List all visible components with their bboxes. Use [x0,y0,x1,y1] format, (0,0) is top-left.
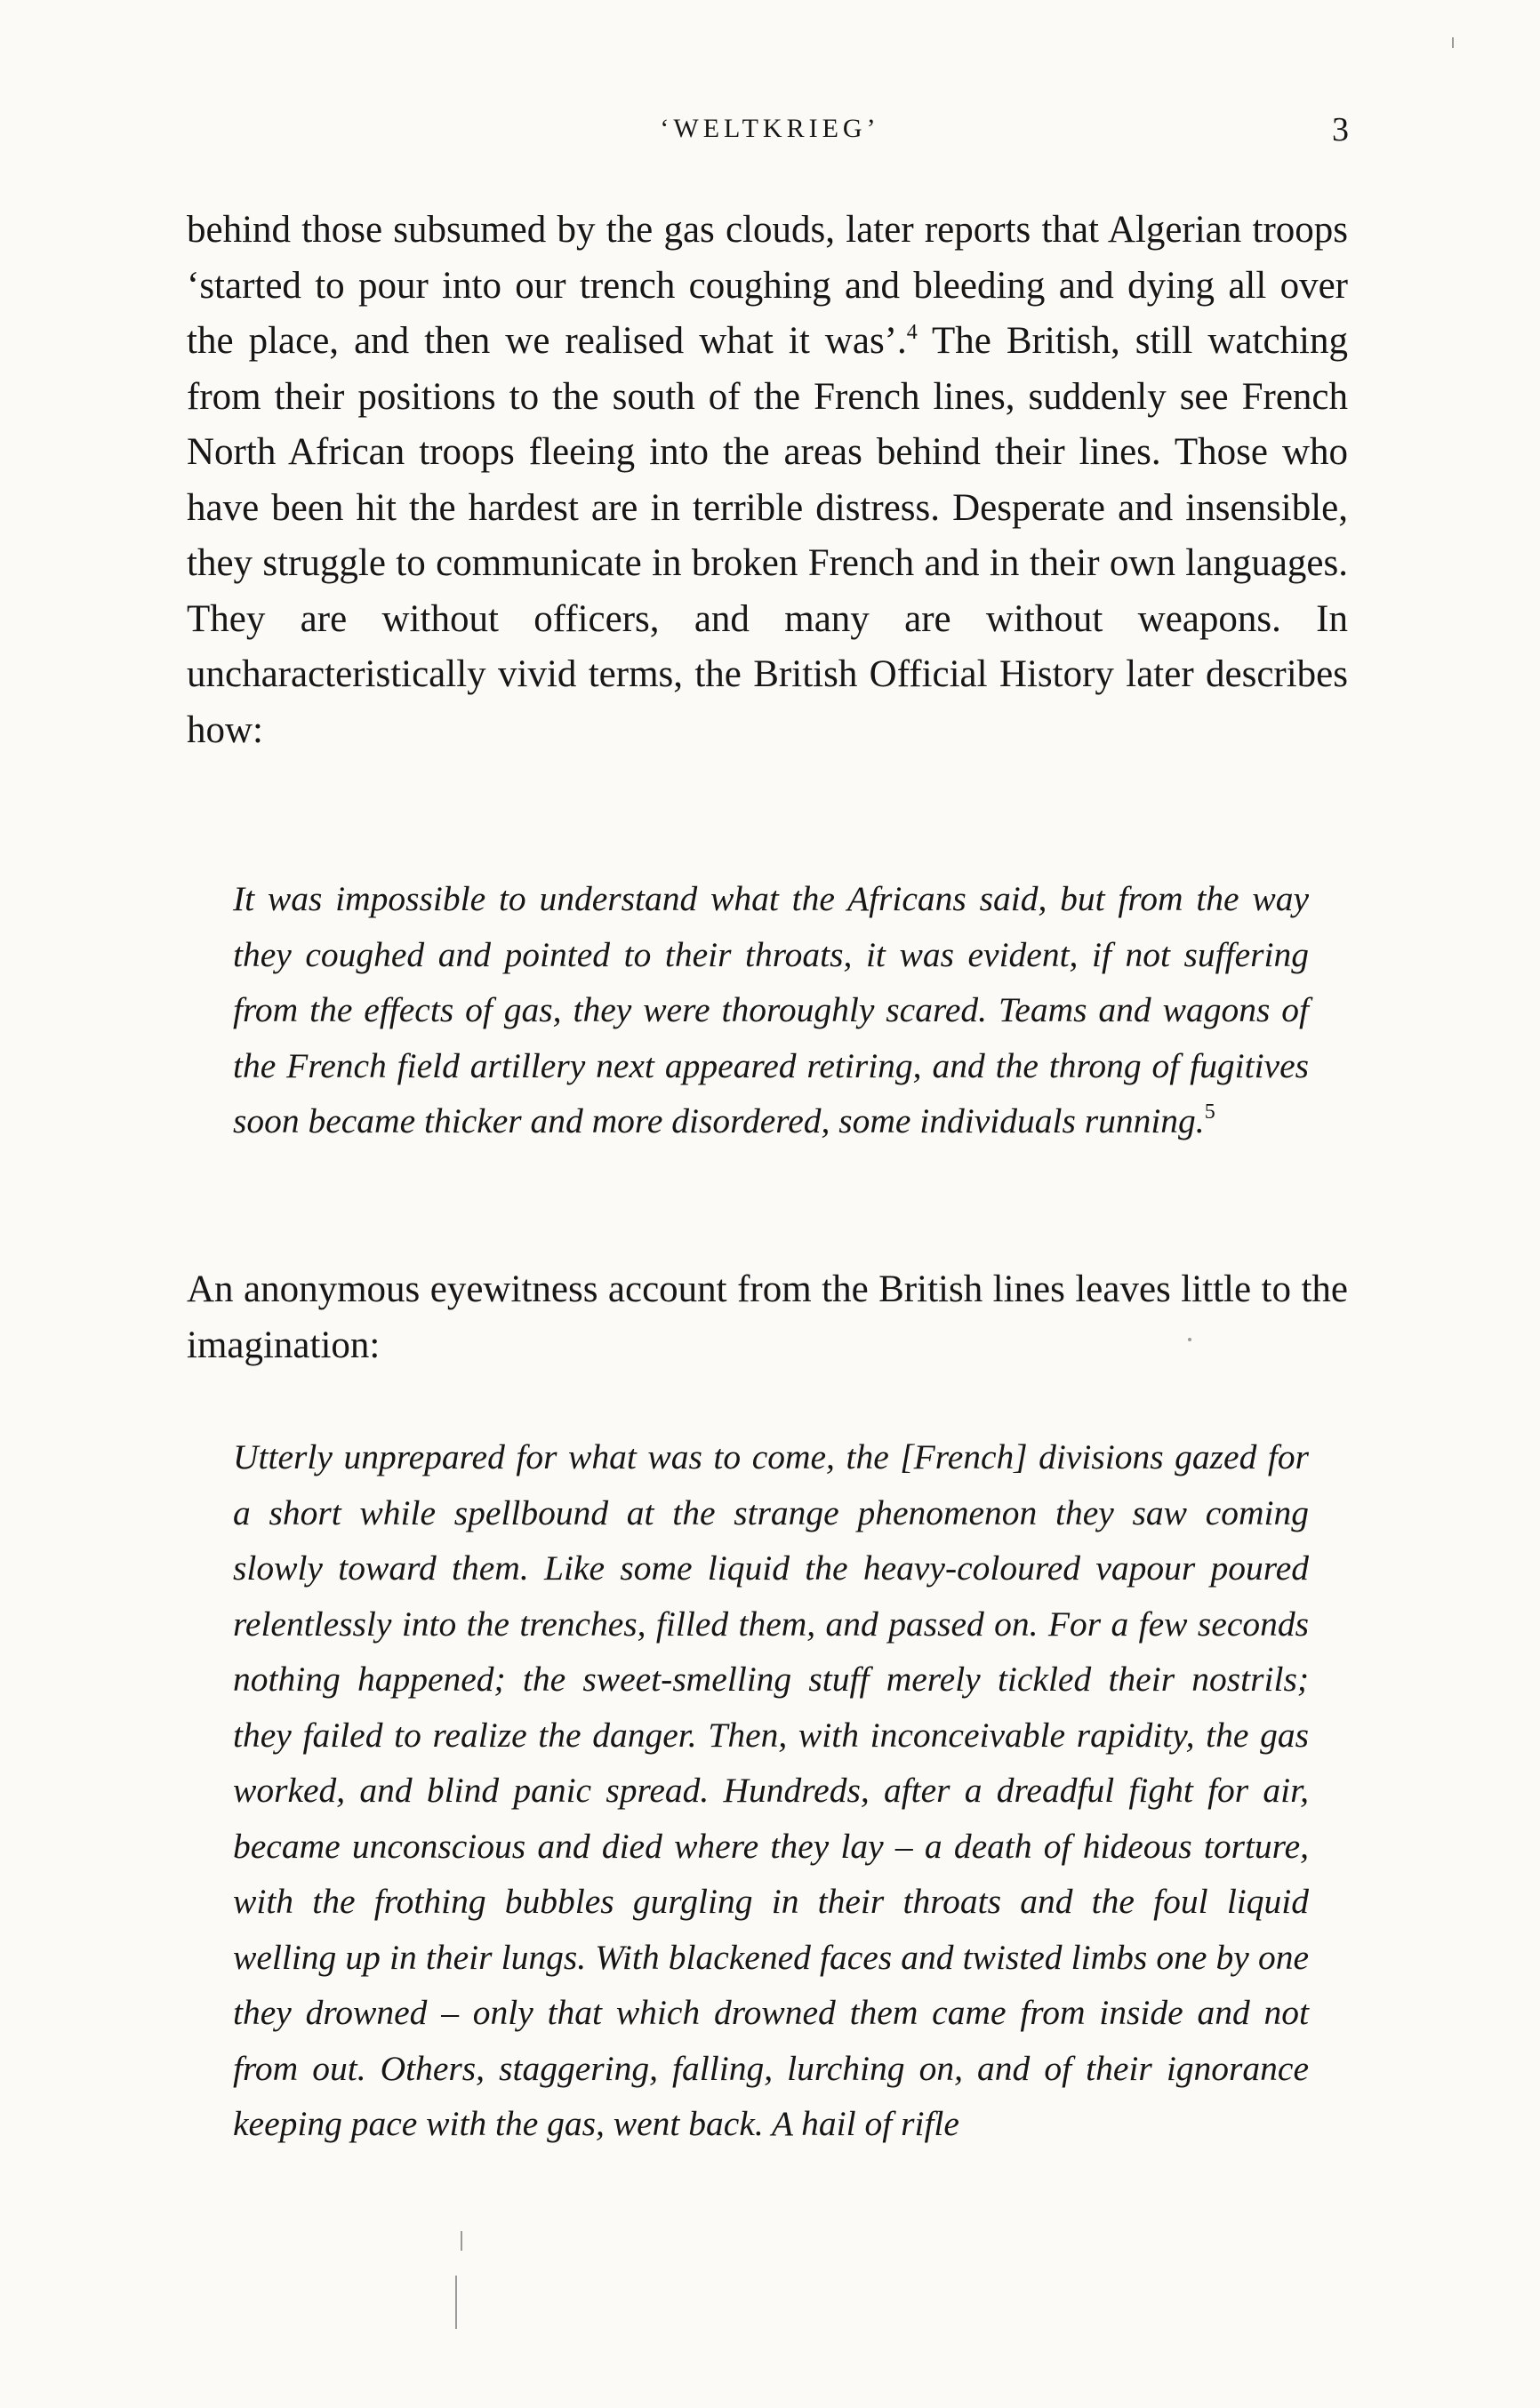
footnote-marker-4: 4 [906,321,918,344]
paragraph-2-text: An anonymous eyewitness account from the British lines leaves little to the imagination: [187,1268,1348,1366]
block-quote-2-text: Utterly unprepared for what was to come, the [French] divisions gazed for a short while spellbound at the strange phenomenon they saw coming slowly toward them. Like some liquid the heavy-coloured vapour poured relentlessly into the trenches, filled them, and passed on. For a few seconds nothing happened; the sweet-smelling stuff merely tickled their nostrils; they failed to realize the danger. Then, with inconceivable rapidity, the gas worked, and blind panic spread. Hundreds, after a dreadful fight for air, became unconscious and died where they lay – a death of hideous torture, with the frothing bubbles gurgling in their throats and the foul liquid welling up in their lungs. With blackened faces and twisted limbs one by one they drowned – only that which drowned them came from inside and not from out. Others, staggering, falling, lurching on, and of their ignorance keeping pace with the gas, went back. A hail of rifle [233,1437,1309,2143]
scan-speck [1452,37,1454,48]
scan-speck [461,2231,462,2251]
page-number: 3 [1332,111,1349,148]
block-quote-2 [233,1429,1309,2152]
block-quote-1 [233,871,1309,1149]
paragraph-2 [187,1262,1348,1373]
paragraph-1-text-part-a: behind those subsumed by the gas clouds, later reports that Algerian troops ‘started to pour into our trench coughing and bleeding and dying all over the place, and then we realised what it was’. [187,209,1348,362]
running-title: ‘WELTKRIEG’ [660,114,880,143]
running-head [0,108,1540,153]
footnote-marker-5: 5 [1204,1100,1215,1124]
scan-speck [455,2276,457,2329]
scan-speck [1188,1338,1191,1341]
paragraph-1 [187,203,1348,758]
paragraph-1-text [187,203,1348,758]
paragraph-1-text-part-b: The British, still watching from their positions to the south of the French lines, suddenly see French North African troops fleeing into the areas behind their lines. Those who have been hit the hardest are in terrible distress. Desperate and insensible, they struggle to communicate in broken French and in their own languages. They are without officers, and many are without weapons. In uncharacteristically vivid terms, the British Official History later describes how: [187,320,1348,751]
block-quote-1-text: It was impossible to understand what the Africans said, but from the way they coughed and pointed to their throats, it was evident, if not suffering from the effects of gas, they were thoroughly scared. Teams and wagons of the French field artillery next appeared retiring, and the throng of fugitives soon became thicker and more disordered, some individuals running. [233,879,1309,1140]
